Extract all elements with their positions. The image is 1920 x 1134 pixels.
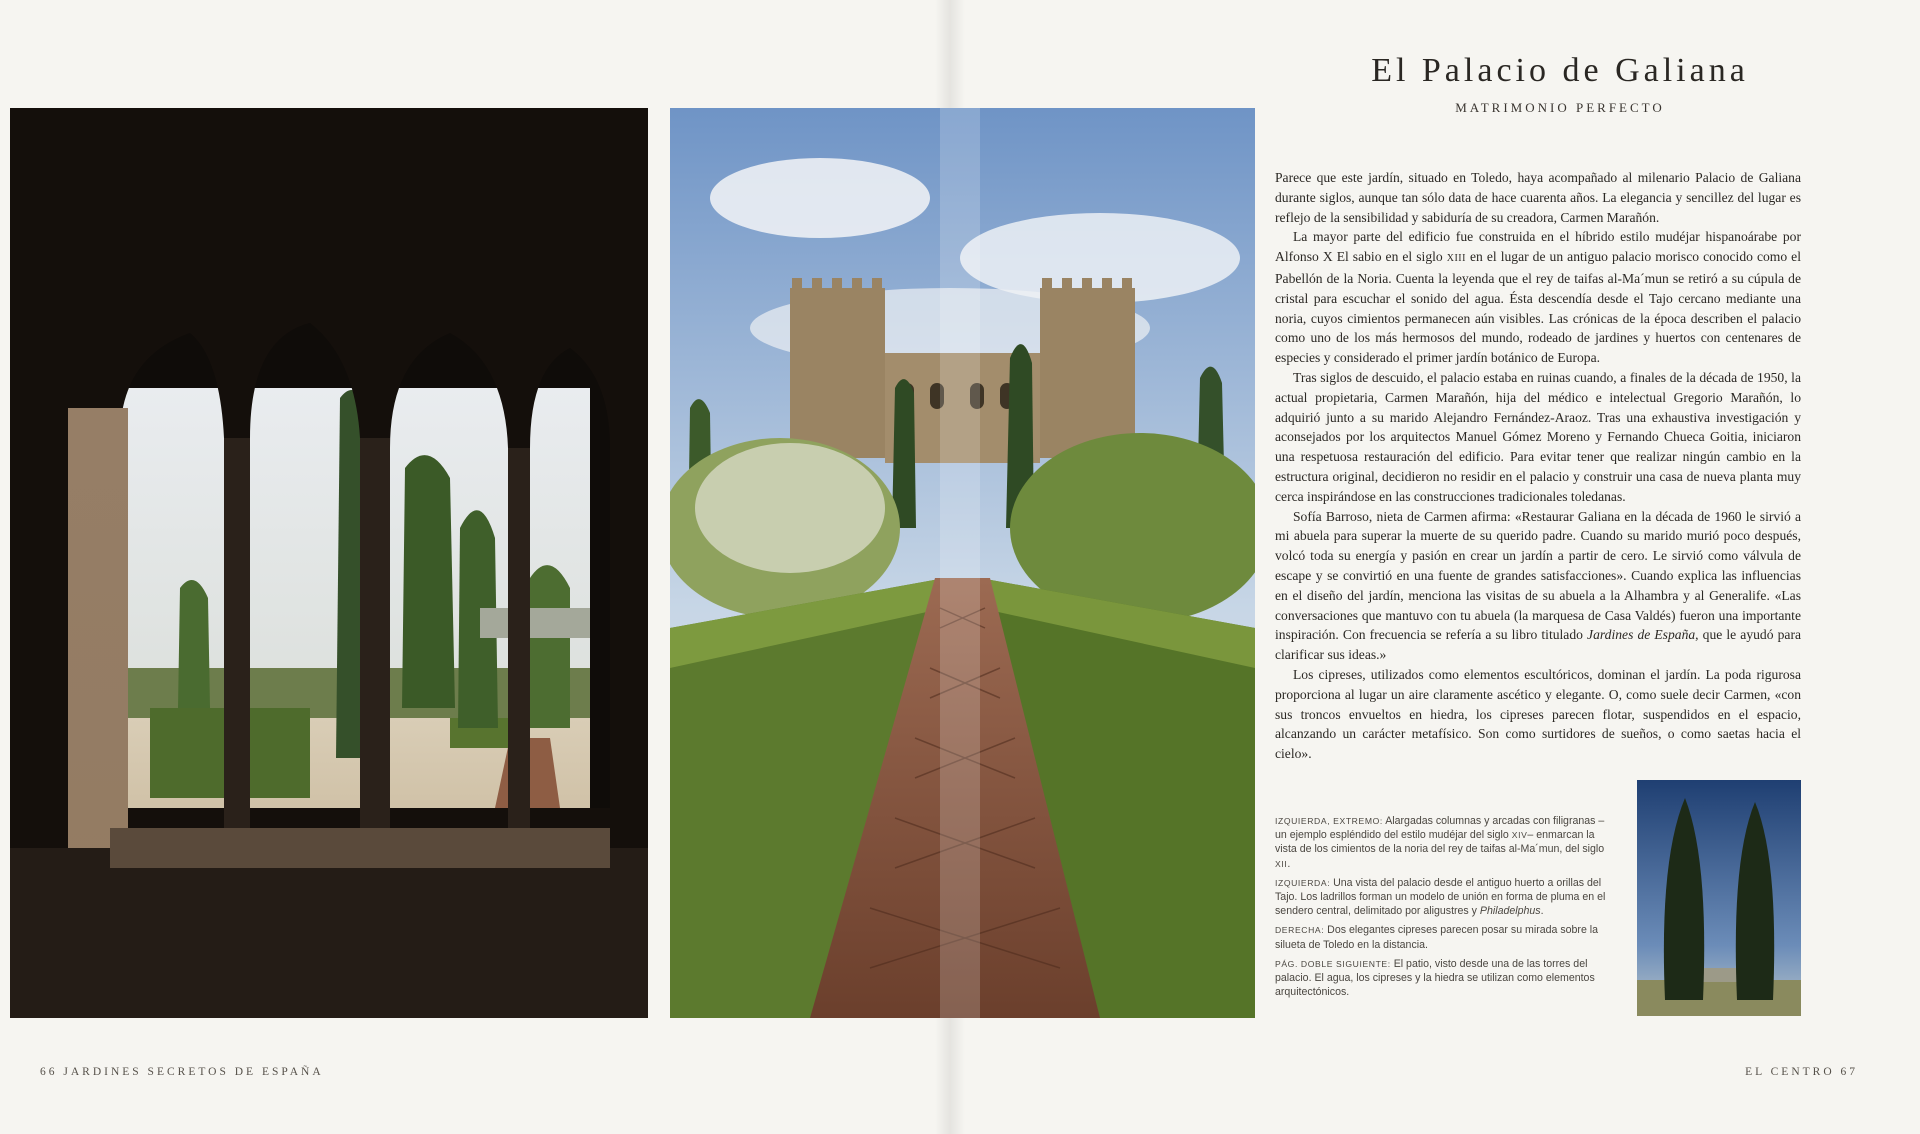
- arcade-photo: [10, 108, 648, 1018]
- paragraph-2: La mayor parte del edificio fue construida en el híbrido estilo mudéjar hispanoárabe por Alfonso X El sabio en el siglo XIII en el lugar de un antiguo palacio morisco conocido como el Pabellón de la Noria. Cuenta la leyenda que el rey de taifas al-Ma´mun se retiró a su cúpula de cristal para escuchar el sonido del agua. Ésta descendía desde el Tajo cercano mediante una noria, cuyos cimientos permanecen aún visibles. Las crónicas de la época describen el palacio como uno de los más hermosos del mundo, rodeado de jardines y huertos con centenares de especies y considerado el primer jardín botánico de Europa.: [1275, 229, 1801, 366]
- caption-left: IZQUIERDA: Una vista del palacio desde el antiguo huerto a orillas del Tajo. Los ladrillos forman un modelo de unión en forma de pluma en el sendero central, delimitado por aligustres y Philadelphus.: [1275, 876, 1606, 918]
- article-body: [1275, 168, 1801, 764]
- left-folio: 66 JARDINES SECRETOS DE ESPAÑA: [40, 1066, 324, 1078]
- paragraph-3: Tras siglos de descuido, el palacio estaba en ruinas cuando, a finales de la década de 1950, la actual propietaria, Carmen Marañón, hija del médico e intelectual Gregorio Marañón, lo adquirió junto a su marido Alejandro Fernández-Araoz. Tras una exhaustiva investigación y aconsejados por los arquitectos Manuel Gómez Moreno y Fernando Chueca Goitia, iniciaron una respetuosa restauración del edificio. Para evitar tener que realizar ningún cambio en la estructura original, decidieron no residir en el palacio y construir una casa de nueva planta muy cerca inspirándose en las construcciones tradicionales toledanas.: [1275, 369, 1801, 504]
- cypress-photo: [1637, 780, 1801, 1016]
- photo-captions: [1275, 814, 1611, 1004]
- article-subtitle: MATRIMONIO PERFECTO: [1455, 100, 1665, 115]
- caption-right: DERECHA: Dos elegantes cipreses parecen posar su mirada sobre la silueta de Toledo en la distancia.: [1275, 924, 1599, 951]
- article-title: El Palacio de Galiana: [1371, 52, 1749, 89]
- caption-left-extreme: IZQUIERDA, EXTREMO: Alargadas columnas y arcadas con filigranas –un ejemplo espléndido del estilo mudéjar del siglo XIV– enmarcan la vista de los cimientos de la noria del rey de taifas al-Ma´mun, del siglo XII.: [1275, 815, 1605, 870]
- paragraph-1: Parece que este jardín, situado en Toledo, haya acompañado al milenario Palacio de Galiana durante siglos, aunque tan sólo data de hace cuarenta años. La elegancia y sencillez del lugar es reflejo de la sensibilidad y sabiduría de su creadora, Carmen Marañón.: [1275, 170, 1801, 225]
- paragraph-4: Sofía Barroso, nieta de Carmen afirma: «Restaurar Galiana en la década de 1960 le sirvió a mi abuela para superar la muerte de su querido padre. Cuando su marido murió poco después, volcó toda su energía y pasión en crear un jardín a partir de cero. Le sirvió como válvula de escape y se convirtió en una fuente de grandes satisfacciones». Cuando explica las influencias en el diseño del jardín, menciona las visitas de su abuela a la Alhambra y al Generalife. «Las conversaciones que mantuvo con tu abuela (la marquesa de Casa Valdés) fueron una importante inspiración. Con frecuencia se refería a su libro titulado Jardines de España, que le ayudó para clarificar sus ideas.»: [1275, 508, 1802, 663]
- paragraph-5: Los cipreses, utilizados como elementos escultóricos, dominan el jardín. La poda rigurosa proporciona al lugar un aire claramente ascético y elegante. O, como suele decir Carmen, «con sus troncos envueltos en hiedra, los cipreses parecen flotar, suspendidos en el espacio, alcanzando un carácter metafísico. Son como surtidores de sueños, o como saetas hacia el cielo».: [1275, 666, 1801, 762]
- garden-path-photo: [670, 108, 1255, 1018]
- right-folio: EL CENTRO 67: [1745, 1066, 1858, 1078]
- caption-next-spread: PÁG. DOBLE SIGUIENTE: El patio, visto desde una de las torres del palacio. El agua, los cipreses y la hiedra se utilizan como elementos arquitectónicos.: [1275, 957, 1595, 999]
